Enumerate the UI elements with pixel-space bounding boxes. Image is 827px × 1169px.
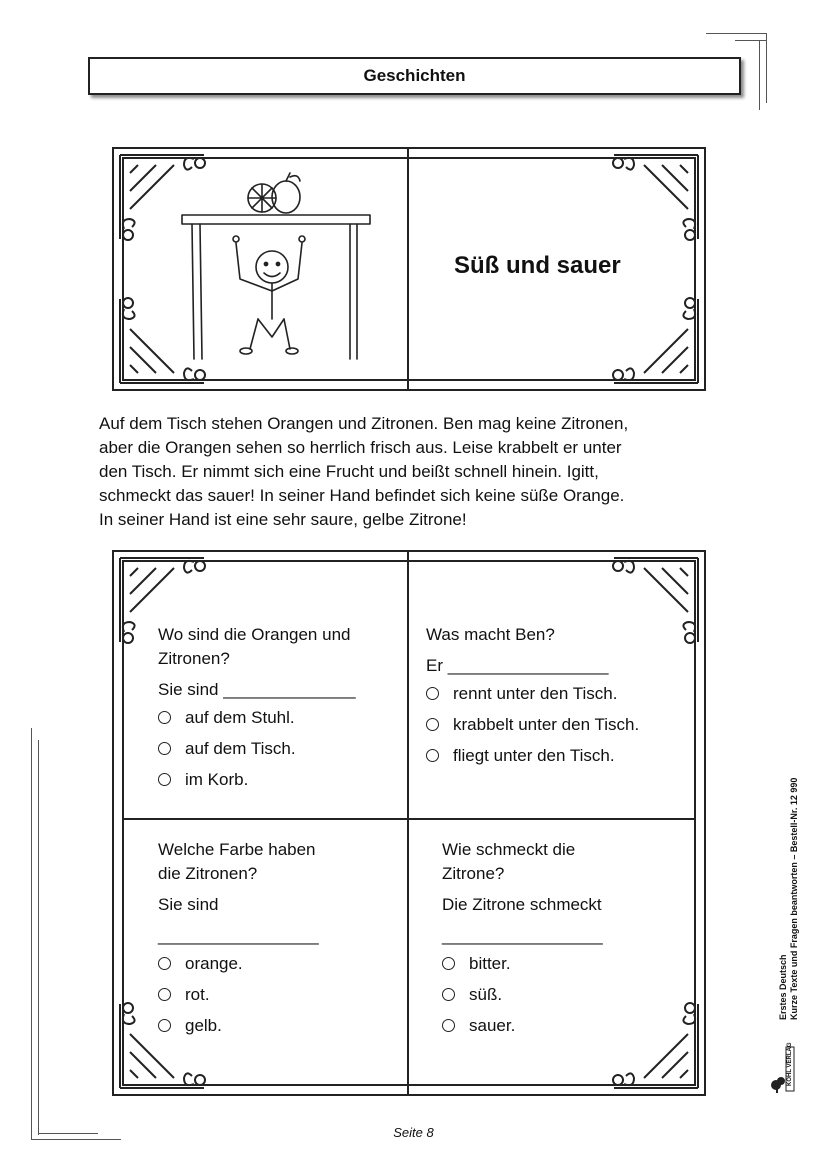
question-card	[158, 623, 356, 795]
option-label: fliegt unter den Tisch.	[453, 745, 615, 765]
question-text: Zitrone?	[442, 864, 505, 883]
question-text: Wo sind die Orangen und	[158, 625, 351, 644]
answer-option[interactable]	[426, 740, 639, 771]
answer-option[interactable]	[158, 764, 356, 795]
decor-line-top-right-v	[766, 33, 767, 103]
story-line: Auf dem Tisch stehen Orangen und Zitronen. Ben mag keine Zitronen,	[99, 414, 629, 433]
radio-circle-icon[interactable]	[442, 988, 455, 1001]
question-card	[442, 838, 603, 1041]
decor-line-top-right-v2	[759, 40, 760, 110]
answer-blank[interactable]: _________________	[158, 926, 319, 945]
answer-option[interactable]	[442, 948, 603, 979]
decor-line-bottom-left-v2	[38, 740, 39, 1135]
story-line: den Tisch. Er nimmt sich eine Frucht und beißt schnell hinein. Igitt,	[99, 462, 599, 481]
option-label: auf dem Stuhl.	[185, 707, 295, 727]
answer-option[interactable]	[158, 1010, 319, 1041]
question-card	[158, 838, 319, 1041]
questions-vertical-divider	[407, 552, 409, 1094]
option-label: süß.	[469, 984, 503, 1004]
story-text	[99, 412, 739, 532]
answer-option[interactable]	[158, 733, 356, 764]
radio-circle-icon[interactable]	[158, 742, 171, 755]
radio-circle-icon[interactable]	[426, 718, 439, 731]
side-order-info: Kurze Texte und Fragen beantworten – Bestell-Nr. 12 990	[789, 777, 799, 1020]
option-label: bitter.	[469, 953, 511, 973]
page-title: Geschichten	[88, 57, 741, 95]
answer-option[interactable]	[158, 948, 319, 979]
radio-circle-icon[interactable]	[442, 957, 455, 970]
option-label: orange.	[185, 953, 243, 973]
answer-option[interactable]	[158, 979, 319, 1010]
radio-circle-icon[interactable]	[158, 1019, 171, 1032]
corner-ornament-icon	[610, 295, 700, 385]
option-label: rennt unter den Tisch.	[453, 683, 618, 703]
radio-circle-icon[interactable]	[158, 957, 171, 970]
radio-circle-icon[interactable]	[426, 687, 439, 700]
answer-option[interactable]	[426, 709, 639, 740]
answer-blank[interactable]: Sie sind ______________	[158, 680, 356, 699]
boy-under-table-illustration	[174, 169, 374, 364]
decor-line-bottom-left-v	[31, 728, 32, 1140]
story-header-divider	[407, 149, 409, 389]
option-label: im Korb.	[185, 769, 249, 789]
radio-circle-icon[interactable]	[158, 711, 171, 724]
story-line: aber die Orangen sehen so herrlich frisch aus. Leise krabbelt er unter	[99, 438, 622, 457]
answer-prompt: Die Zitrone schmeckt	[442, 895, 602, 914]
corner-ornament-icon	[610, 153, 700, 243]
question-text: Wie schmeckt die	[442, 840, 576, 859]
radio-circle-icon[interactable]	[442, 1019, 455, 1032]
answer-option[interactable]	[158, 702, 356, 733]
side-series-title: Erstes Deutsch	[778, 954, 788, 1020]
page-number: Seite 8	[393, 1125, 434, 1140]
decor-line-top-right-h2	[735, 40, 767, 41]
radio-circle-icon[interactable]	[426, 749, 439, 762]
answer-option[interactable]	[442, 979, 603, 1010]
question-text: die Zitronen?	[158, 864, 258, 883]
option-label: krabbelt unter den Tisch.	[453, 714, 640, 734]
questions-frame	[112, 550, 706, 1096]
story-line: In seiner Hand ist eine sehr saure, gelbe Zitrone!	[99, 510, 467, 529]
option-label: rot.	[185, 984, 210, 1004]
option-label: sauer.	[469, 1015, 516, 1035]
question-card	[426, 623, 639, 771]
question-text: Was macht Ben?	[426, 625, 555, 644]
story-title: Süß und sauer	[454, 252, 621, 279]
corner-ornament-icon	[610, 1000, 700, 1090]
question-text: Zitronen?	[158, 649, 230, 668]
answer-blank[interactable]: Er _________________	[426, 656, 609, 675]
radio-circle-icon[interactable]	[158, 773, 171, 786]
answer-option[interactable]	[426, 678, 639, 709]
answer-prompt: Sie sind	[158, 895, 219, 914]
option-label: gelb.	[185, 1015, 222, 1035]
answer-option[interactable]	[442, 1010, 603, 1041]
decor-line-top-right-h	[706, 33, 766, 34]
radio-circle-icon[interactable]	[158, 988, 171, 1001]
question-text: Welche Farbe haben	[158, 840, 316, 859]
option-label: auf dem Tisch.	[185, 738, 296, 758]
story-header-frame	[112, 147, 706, 391]
questions-horizontal-divider	[122, 818, 696, 820]
story-line: schmeckt das sauer! In seiner Hand befindet sich keine süße Orange.	[99, 486, 625, 505]
answer-blank[interactable]: _________________	[442, 926, 603, 945]
